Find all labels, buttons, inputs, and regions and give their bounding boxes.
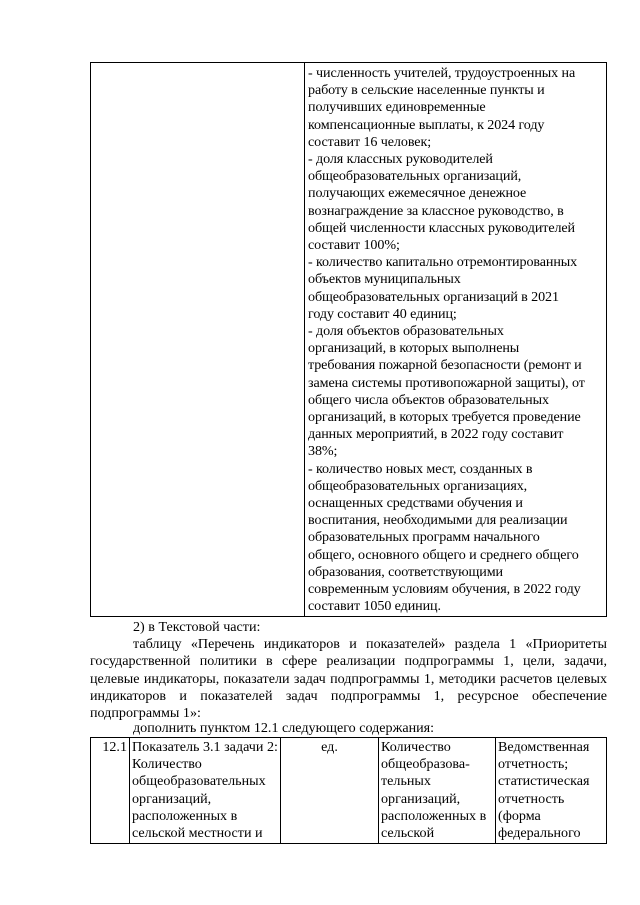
- table-cell-empty: [91, 63, 305, 617]
- indicators-continuation-table: [90, 62, 607, 617]
- item-2-heading: 2) в Текстовой части:: [133, 619, 261, 635]
- indicators-table: [90, 737, 607, 844]
- calculation-cell: Количество общеобразова- тельных организаций, расположенных в сельской: [379, 738, 496, 844]
- supplement-line: дополнить пунктом 12.1 следующего содержания:: [133, 720, 435, 736]
- expected-results-text: - численность учителей, трудоустроенных на работу в сельские населенные пункты и получивших единовременные компенсационные выплаты, к 2024 году составит 16 человек; - доля классных руководителей общеобразовательных организаций, получающих ежемесячное денежное вознаграждение за классное руководство, в общей численности классных руководителей составит 100%; - количество капитально отремонтированных объектов муниципальных общеобразовательных организаций в 2021 году составит 40 единиц; - доля объектов образовательных организаций, в которых выполнены требования пожарной безопасности (ремонт и замена системы противопожарной защиты), от общего числа объектов образовательных организаций, в которых требуется проведение данных мероприятий, в 2022 году составит 38%; - количество новых мест, созданных в общеобразовательных организациях, оснащенных средствами обучения и воспитания, необходимыми для реализации образовательных программ начального общего, основного общего и среднего общего образования, соответствующими современным условиям обучения, в 2022 году составит 1050 единиц.: [308, 65, 585, 615]
- row-number-cell: 12.1: [91, 738, 130, 844]
- table-row: [91, 63, 607, 617]
- expected-results-cell: [305, 63, 607, 617]
- amendment-paragraph: таблицу «Перечень индикаторов и показателей» раздела 1 «Приоритеты государственной политики в сфере реализации подпрограммы 1, цели, задачи, целевые индикаторы, показатели задач подпрограммы 1, методики расчетов целевых индикаторов и показателей задач подпрограммы 1, ресурсное обеспечение подпрограммы 1»:: [90, 636, 607, 722]
- source-cell: Ведомственная отчетность; статистическая отчетность (форма федерального: [496, 738, 607, 844]
- table-row: [91, 738, 607, 844]
- unit-cell: ед.: [281, 738, 379, 844]
- indicator-name-cell: Показатель 3.1 задачи 2: Количество общеобразовательных организаций, расположенных в сельской местности и: [130, 738, 281, 844]
